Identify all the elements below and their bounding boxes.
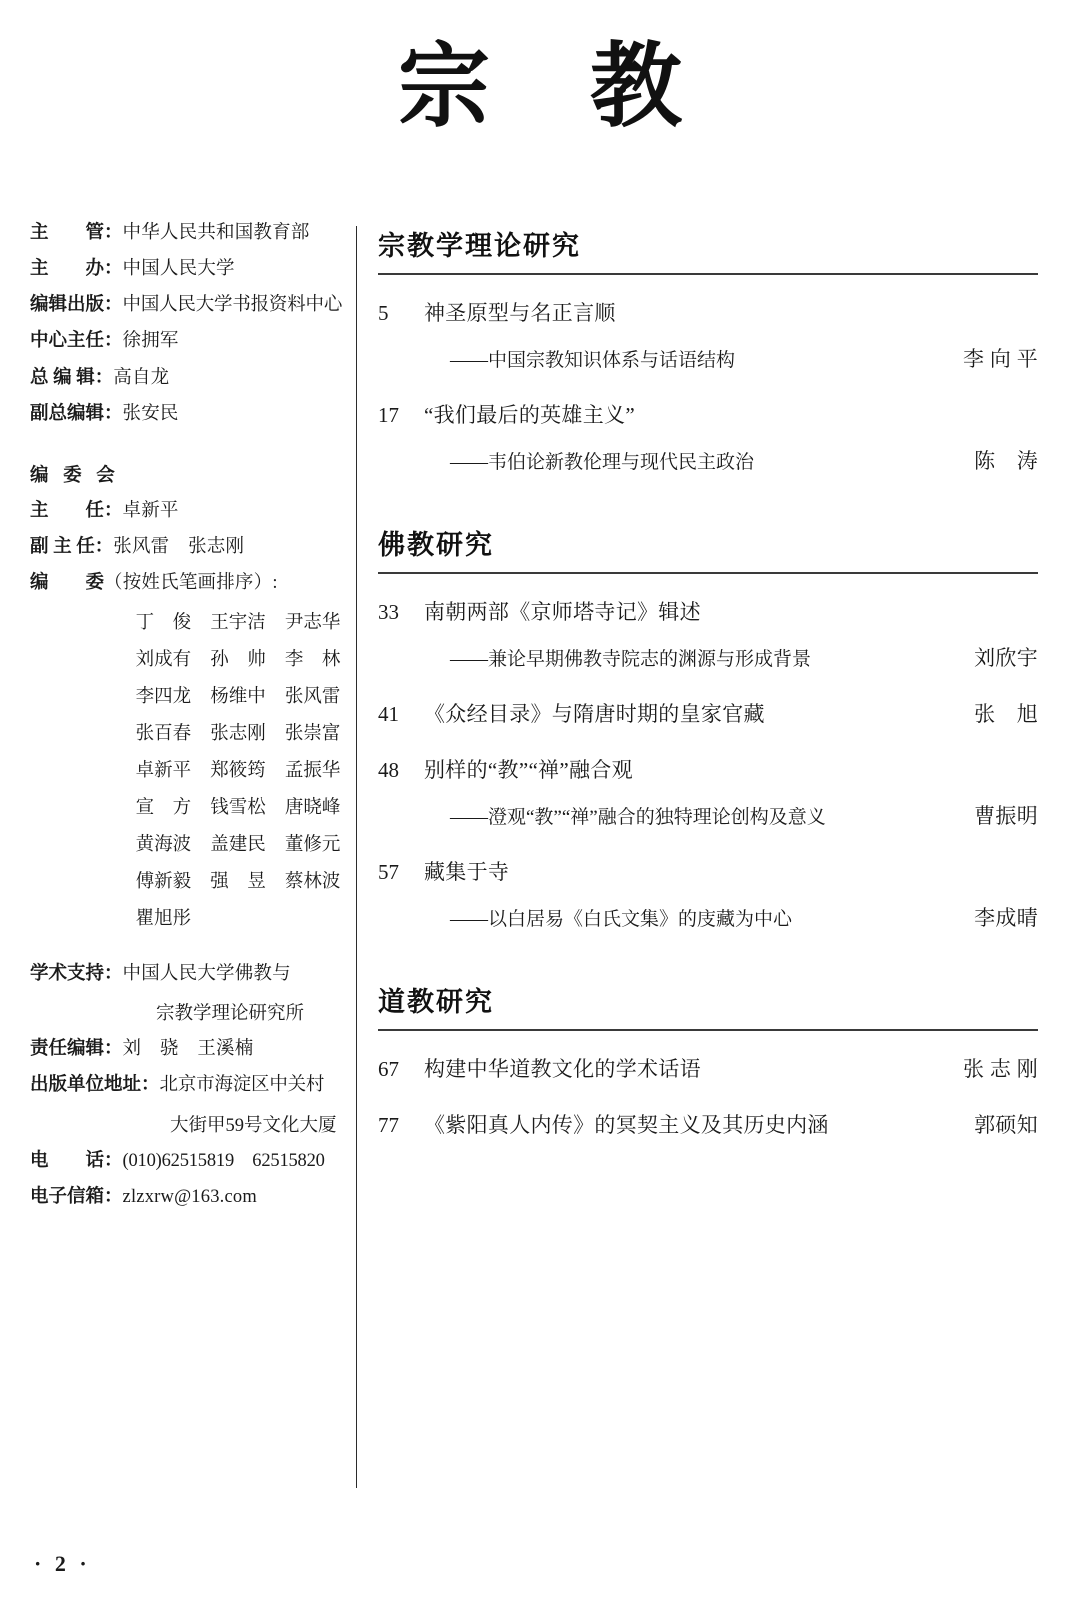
board-member: 张志刚 — [210, 724, 266, 745]
entry-title: 构建中华道教文化的学术话语 — [424, 1057, 701, 1081]
board-member: 宣 方 — [135, 798, 192, 819]
entry-sub-line — [378, 902, 1038, 932]
imprint-label: 副总编辑 — [30, 403, 105, 424]
contents-category — [378, 523, 1038, 932]
imprint-label: 中心主任 — [30, 331, 105, 352]
entry-page-number: 17 — [378, 403, 399, 427]
journal-title: 宗 教 — [397, 32, 717, 140]
entry-subtitle: ——中国宗教知识体系与话语结构 — [450, 350, 736, 371]
entry-title: 藏集于寺 — [424, 860, 510, 884]
email-row — [30, 1186, 350, 1209]
category-rule — [378, 1029, 1038, 1031]
spacer — [378, 501, 1038, 521]
board-member: 瞿旭彤 — [135, 909, 192, 930]
responsible-editor-colon: ： — [104, 1039, 123, 1060]
board-member-row — [30, 682, 350, 708]
entry-main-line — [378, 1109, 1038, 1139]
imprint-value: 徐拥军 — [122, 331, 179, 352]
imprint-colon: ： — [104, 259, 123, 280]
entry-main-line — [378, 1053, 1038, 1083]
imprint-colon: ： — [104, 223, 123, 243]
category-title: 道教研究 — [378, 987, 494, 1018]
entry-page-number: 33 — [378, 600, 399, 624]
imprint-value: 张安民 — [122, 403, 179, 424]
masthead — [0, 32, 1080, 140]
entry-sub-line — [378, 800, 1038, 830]
board-member: 盖建民 — [210, 835, 266, 856]
board-member: 张百春 — [135, 724, 192, 745]
board-member: 唐晓峰 — [284, 798, 341, 819]
entry-main-line — [378, 399, 1038, 429]
editorial-board-heading: 编 委 会 — [30, 465, 120, 486]
academic-support-label: 学术支持 — [30, 964, 105, 985]
board-member: 卓新平 — [135, 761, 192, 782]
academic-support-value-2: 宗教学理论研究所 — [156, 1004, 305, 1025]
board-member: 李四龙 — [135, 687, 192, 708]
contents-entry[interactable] — [378, 754, 1038, 830]
contents-entry[interactable] — [378, 297, 1038, 373]
board-member-row — [30, 719, 350, 745]
imprint-colon: ： — [104, 403, 123, 424]
board-member-row — [30, 830, 350, 856]
board-label: 编 委 — [30, 573, 105, 593]
board-member-row — [30, 904, 350, 930]
imprint-value: 中华人民共和国教育部 — [122, 223, 310, 243]
imprint-row — [30, 403, 350, 426]
board-label: 主 任 — [30, 500, 105, 521]
entry-title: 南朝两部《京师塔寺记》辑述 — [424, 600, 701, 624]
contents-entry[interactable] — [378, 399, 1038, 475]
academic-support-colon: ： — [104, 964, 123, 985]
entry-sub-line — [378, 445, 1038, 475]
board-member-row — [30, 645, 350, 671]
spacer — [378, 958, 1038, 978]
entry-page-number: 48 — [378, 758, 399, 782]
responsible-editor-value: 刘 骁 王溪楠 — [122, 1039, 254, 1060]
entry-author: 郭硕知 — [974, 1113, 1038, 1137]
board-member: 杨维中 — [210, 687, 266, 708]
entry-page-number: 5 — [378, 301, 389, 325]
board-label: 副 主 任 — [30, 536, 95, 557]
board-member: 蔡林波 — [284, 872, 341, 893]
phone-colon: ： — [104, 1150, 123, 1171]
board-member — [201, 904, 276, 930]
contents-category — [378, 224, 1038, 475]
entry-author: 张 旭 — [974, 702, 1038, 726]
board-member-row — [30, 793, 350, 819]
board-member: 孟振华 — [284, 761, 341, 782]
imprint-row — [30, 367, 350, 390]
imprint-colon: ： — [104, 295, 123, 316]
responsible-editor-row — [30, 1038, 350, 1061]
board-member: 刘成有 — [135, 650, 192, 671]
imprint-column — [30, 222, 350, 1222]
phone-row — [30, 1150, 350, 1173]
address-label: 出版单位地址 — [30, 1075, 142, 1096]
entry-author: 刘欣宇 — [974, 646, 1038, 670]
contents-entry[interactable] — [378, 596, 1038, 672]
board-row — [30, 500, 350, 523]
board-member — [275, 904, 350, 930]
address-row — [30, 1074, 350, 1097]
category-title: 宗教学理论研究 — [378, 231, 581, 262]
entry-author: 曹振明 — [974, 804, 1038, 828]
contents-category — [378, 980, 1038, 1139]
entry-author: 李成晴 — [974, 906, 1038, 930]
entry-subtitle: ——韦伯论新教伦理与现代民主政治 — [450, 452, 755, 473]
page-folio: · 2 · — [34, 1551, 91, 1576]
entry-main-line — [378, 297, 1038, 327]
entry-title: 《众经目录》与隋唐时期的皇家官藏 — [424, 702, 765, 726]
category-rule — [378, 572, 1038, 574]
imprint-row — [30, 222, 350, 245]
board-member: 孙 帅 — [210, 650, 266, 671]
entry-main-line — [378, 754, 1038, 784]
entry-main-line — [378, 596, 1038, 626]
entry-page-number: 41 — [378, 702, 399, 726]
board-member: 黄海波 — [135, 835, 192, 856]
entry-title: 《紫阳真人内传》的冥契主义及其历史内涵 — [424, 1113, 829, 1137]
board-member: 李 林 — [284, 650, 341, 671]
category-title: 佛教研究 — [378, 530, 494, 561]
imprint-colon: ： — [104, 331, 123, 352]
contents-entry[interactable] — [378, 698, 1038, 728]
board-value: （按姓氏笔画排序）: — [104, 573, 278, 593]
board-member: 傅新毅 — [135, 872, 192, 893]
board-member: 郑筱筠 — [210, 761, 266, 782]
entry-main-line — [378, 698, 1038, 728]
address-colon: ： — [141, 1075, 160, 1096]
board-members-grid — [30, 608, 350, 930]
email-colon: ： — [104, 1186, 123, 1207]
imprint-row — [30, 294, 350, 317]
board-member-row — [30, 756, 350, 782]
entry-title: 别样的“教”“禅”融合观 — [424, 758, 633, 782]
contents-column — [378, 222, 1038, 1165]
imprint-value: 中国人民大学书报资料中心 — [122, 295, 343, 316]
board-colon: ： — [94, 536, 114, 557]
academic-support-value: 中国人民大学佛教与 — [122, 964, 291, 985]
board-member: 张风雷 — [284, 687, 341, 708]
contents-entry[interactable] — [378, 1109, 1038, 1139]
imprint-label: 总 编 辑 — [30, 367, 95, 388]
imprint-label: 编辑出版 — [30, 295, 105, 316]
entry-author: 陈 涛 — [974, 449, 1038, 473]
board-colon: ： — [104, 500, 123, 521]
board-value: 卓新平 — [122, 500, 179, 521]
spacer — [30, 941, 350, 963]
board-member: 张崇富 — [284, 724, 341, 745]
board-row — [30, 572, 350, 595]
entry-page-number: 57 — [378, 860, 399, 884]
entry-subtitle: ——兼论早期佛教寺院志的渊源与形成背景 — [450, 649, 812, 670]
board-member: 强 昱 — [210, 872, 266, 893]
board-value: 张风雷 张志刚 — [113, 536, 245, 557]
entry-main-line — [378, 856, 1038, 886]
board-member: 王宇洁 — [210, 613, 266, 634]
board-row — [30, 536, 350, 559]
board-member: 董修元 — [284, 835, 341, 856]
board-member: 丁 俊 — [135, 613, 192, 634]
imprint-value: 中国人民大学 — [122, 259, 235, 280]
address-value: 北京市海淀区中关村 — [159, 1075, 325, 1096]
entry-title: 神圣原型与名正言顺 — [424, 301, 616, 325]
academic-support-row — [30, 963, 350, 986]
entry-sub-line — [378, 343, 1038, 373]
imprint-row — [30, 258, 350, 281]
contents-entry[interactable] — [378, 1053, 1038, 1083]
entry-subtitle: ——澄观“教”“禅”融合的独特理论创构及意义 — [450, 807, 826, 828]
board-member-row — [30, 867, 350, 893]
entry-author: 张 志 刚 — [963, 1057, 1038, 1081]
column-divider — [356, 226, 357, 1488]
category-rule — [378, 273, 1038, 275]
address-value-2: 大街甲59号文化大厦 — [170, 1115, 337, 1136]
email-label: 电子信箱 — [30, 1186, 105, 1207]
entry-author: 李 向 平 — [963, 347, 1038, 371]
email-value: zlzxrw@163.com — [122, 1186, 257, 1207]
imprint-value: 高自龙 — [113, 367, 170, 388]
responsible-editor-label: 责任编辑 — [30, 1039, 105, 1060]
phone-label: 电 话 — [30, 1150, 105, 1171]
board-member-row — [30, 608, 350, 634]
phone-value: (010)62515819 62515820 — [122, 1150, 325, 1171]
entry-subtitle: ——以白居易《白氏文集》的庋藏为中心 — [450, 909, 793, 930]
imprint-label: 主 管 — [30, 223, 105, 243]
entry-title: “我们最后的英雄主义” — [424, 403, 635, 427]
imprint-row — [30, 330, 350, 353]
board-member: 尹志华 — [284, 613, 341, 634]
entry-page-number: 67 — [378, 1057, 399, 1081]
imprint-label: 主 办 — [30, 259, 105, 280]
contents-entry[interactable] — [378, 856, 1038, 932]
page-body — [0, 222, 1080, 1502]
spacer — [30, 439, 350, 461]
entry-sub-line — [378, 642, 1038, 672]
board-member: 钱雪松 — [210, 798, 266, 819]
entry-page-number: 77 — [378, 1113, 399, 1137]
imprint-colon: ： — [94, 367, 114, 388]
